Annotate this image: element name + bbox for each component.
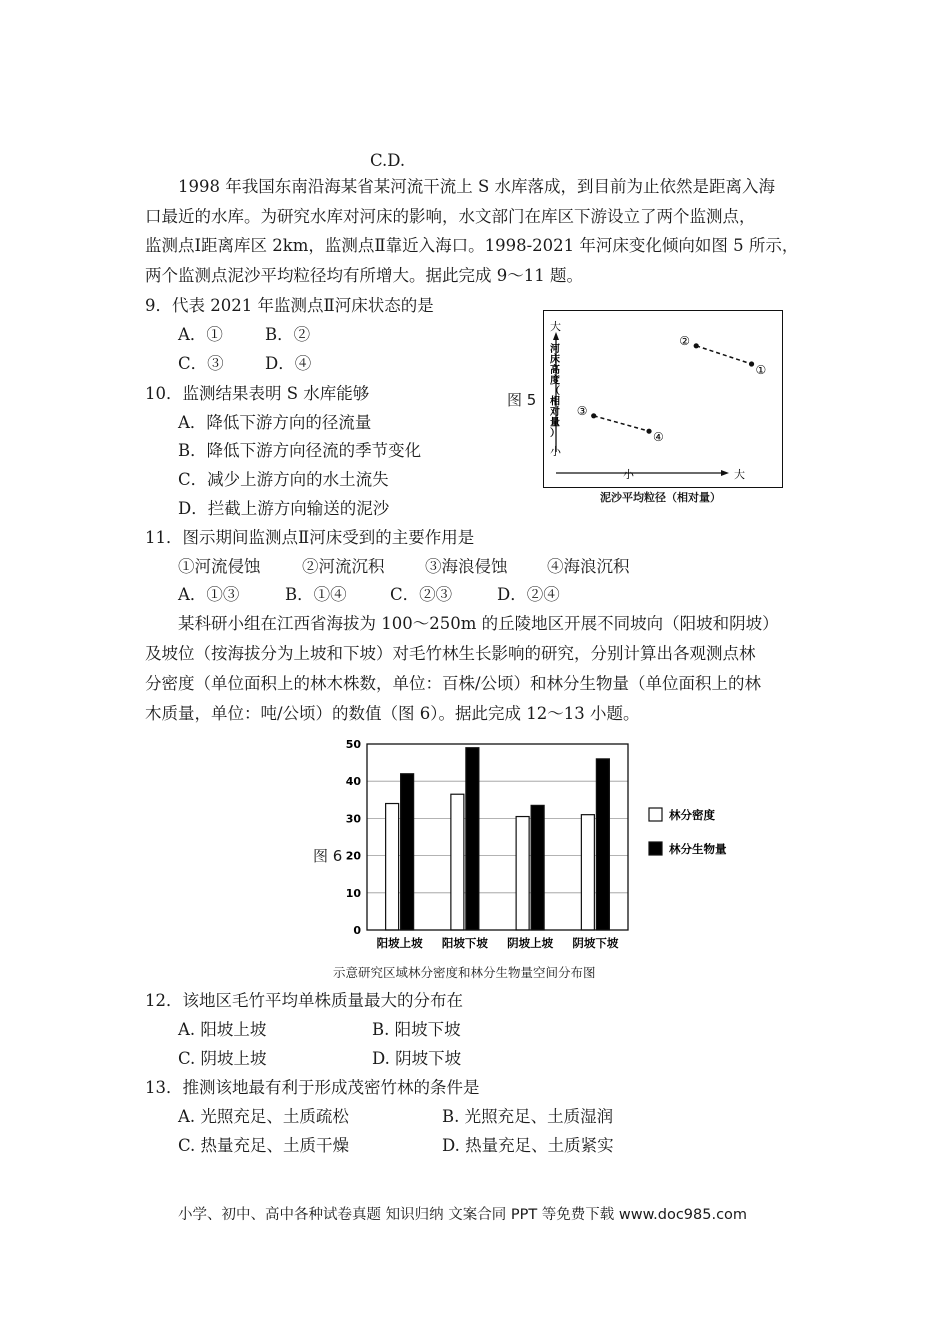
q13-option-a: A. 光照充足、土质疏松 <box>178 1107 349 1126</box>
chart-y-tick-label: 10 <box>345 886 361 900</box>
q11-item-3: ③海浪侵蚀 <box>425 557 508 576</box>
passage2-line-3: 分密度（单位面积上的林木株数，单位：百株/公顷）和林分生物量（单位面积上的林 <box>145 674 762 693</box>
q10-option-b: B．降低下游方向径流的季节变化 <box>178 441 422 460</box>
chart-legend <box>649 808 727 856</box>
figure5-x-small: 小 <box>623 468 634 481</box>
q11-item-2: ②河流沉积 <box>302 557 385 576</box>
q13-stem: 13．推测该地最有利于形成茂密竹林的条件是 <box>145 1078 480 1097</box>
q13-option-d: D. 热量充足、土质紧实 <box>442 1136 614 1155</box>
chart-bar-density <box>386 804 399 930</box>
figure6-caption: 示意研究区域林分密度和林分生物量空间分布图 <box>333 965 596 980</box>
chart-bar-biomass <box>596 759 609 930</box>
q9-stem: 9．代表 2021 年监测点Ⅱ河床状态的是 <box>145 296 434 315</box>
q11-option-a: A．①③ <box>178 585 240 604</box>
footer-text: 小学、初中、高中各种试卷真题 知识归纳 文案合同 PPT 等免费下载 www.doc985.com <box>178 1207 748 1223</box>
figure5-point-label: ① <box>755 363 767 377</box>
q9-option-d: D．④ <box>265 354 312 373</box>
chart-x-tick-label: 阴坡上坡 <box>507 936 554 950</box>
figure5-dashed-connector <box>594 416 649 431</box>
figure5-dashed-connector <box>696 346 751 364</box>
figure5-point <box>591 413 596 418</box>
q11-option-b: B．①④ <box>285 585 347 604</box>
chart-x-tick-label: 阳坡下坡 <box>441 936 488 950</box>
chart-legend-label: 林分生物量 <box>669 842 727 856</box>
q12-option-c: C. 阴坡上坡 <box>178 1049 267 1068</box>
q9-option-c: C．③ <box>178 354 224 373</box>
figure5-y-label-char: 对 <box>550 407 560 418</box>
passage2-line-2: 及坡位（按海拔分为上坡和下坡）对毛竹林生长影响的研究，分别计算出各观测点林 <box>145 644 756 663</box>
figure5-y-arrow <box>553 332 559 340</box>
chart-y-tick-label: 20 <box>345 849 361 863</box>
q12-option-a: A. 阳坡上坡 <box>178 1020 267 1039</box>
figure5-connectors <box>594 346 752 431</box>
chart-y-ticks <box>346 738 362 937</box>
figure5-y-small: 小 <box>550 445 561 458</box>
q12-option-b: B. 阳坡下坡 <box>372 1020 461 1039</box>
q11-stem: 11．图示期间监测点Ⅱ河床受到的主要作用是 <box>145 528 475 547</box>
figure5-point-label: ④ <box>653 430 664 445</box>
chart-legend-swatch <box>649 842 662 855</box>
passage1-line-3: 监测点Ⅰ距离库区 2km，监测点Ⅱ靠近入海口。1998-2021 年河床变化倾向如图 5 所示， <box>145 236 799 255</box>
q10-option-d: D．拦截上游方向输送的泥沙 <box>178 499 390 518</box>
answer-line: C.D. <box>370 151 406 170</box>
q12-stem: 12．该地区毛竹平均单株质量最大的分布在 <box>145 991 463 1010</box>
figure5-y-label-char: 高 <box>550 365 560 376</box>
figure6-label: 图 6 <box>313 847 343 865</box>
figure5-point-label: ③ <box>576 403 588 418</box>
q11-item-4: ④海浪沉积 <box>547 557 630 576</box>
figure5-point <box>749 361 754 366</box>
figure5-y-label-char: 度 <box>550 375 560 387</box>
passage1-line-2: 口最近的水库。为研究水库对河床的影响，水文部门在库区下游设立了两个监测点， <box>145 207 756 226</box>
q13-option-b: B. 光照充足、土质湿润 <box>442 1107 614 1126</box>
figure5-y-axis-label <box>549 342 560 439</box>
figure5-y-label-char: ） <box>550 428 560 439</box>
q13-option-c: C. 热量充足、土质干燥 <box>178 1136 350 1155</box>
figure5-y-label-char: 相 <box>550 396 560 408</box>
chart-bar-biomass <box>401 774 414 930</box>
passage2-line-4: 木质量，单位：吨/公顷）的数值（图 6）。据此完成 12～13 小题。 <box>145 704 640 723</box>
passage1-line-4: 两个监测点泥沙平均粒径均有所增大。据此完成 9～11 题。 <box>145 266 583 285</box>
q11-item-1: ①河流侵蚀 <box>178 557 261 576</box>
figure5-y-label-char: 河 <box>550 344 560 355</box>
q12-option-d: D. 阴坡下坡 <box>372 1049 462 1068</box>
figure5-y-label-char: 床 <box>550 354 560 366</box>
chart-y-tick-label: 50 <box>345 738 361 751</box>
figure5-point-label: ② <box>679 333 690 348</box>
figure5-y-label-char: 量 <box>550 417 560 429</box>
chart-bar-density <box>516 817 529 930</box>
q9-option-a: A．① <box>178 325 223 344</box>
chart-bar-density <box>451 794 464 930</box>
chart-y-tick-label: 30 <box>345 812 361 826</box>
chart-bar-density <box>581 815 594 930</box>
figure5-x-arrow <box>721 470 729 476</box>
chart-bars <box>386 748 610 930</box>
chart-x-tick-label: 阴坡下坡 <box>572 936 619 950</box>
bar-chart <box>340 735 740 965</box>
figure5-point <box>694 343 699 348</box>
figure5-y-big: 大 <box>550 320 561 333</box>
chart-y-tick-label: 40 <box>345 775 361 789</box>
chart-x-tick-label: 阳坡上坡 <box>376 936 423 950</box>
figure5-x-axis-label: 泥沙平均粒径（相对量） <box>600 491 721 504</box>
q9-option-b: B．② <box>265 325 311 344</box>
figure5-label: 图 5 <box>507 391 537 409</box>
passage1-line-1: 1998 年我国东南沿海某省某河流干流上 S 水库落成，到目前为止依然是距离入海 <box>178 177 776 196</box>
figure5-point <box>646 429 651 434</box>
figure5-y-label-char: （ <box>550 386 560 397</box>
figure5-plot <box>545 312 781 486</box>
q11-option-c: C．②③ <box>390 585 453 604</box>
q10-option-c: C．减少上游方向的水土流失 <box>178 470 389 489</box>
q10-stem: 10．监测结果表明 S 水库能够 <box>145 384 370 403</box>
chart-bar-biomass <box>531 805 544 930</box>
chart-legend-label: 林分密度 <box>669 808 715 822</box>
chart-y-tick-label: 0 <box>353 924 361 937</box>
figure5-x-big: 大 <box>734 468 745 481</box>
chart-bar-biomass <box>466 748 479 930</box>
chart-legend-swatch <box>649 808 662 821</box>
figure5-points <box>577 334 767 444</box>
q11-option-d: D．②④ <box>497 585 560 604</box>
passage2-line-1: 某科研小组在江西省海拔为 100～250m 的丘陵地区开展不同坡向（阳坡和阴坡） <box>178 614 779 633</box>
q10-option-a: A．降低下游方向的径流量 <box>178 413 372 432</box>
chart-x-ticks <box>377 936 619 950</box>
